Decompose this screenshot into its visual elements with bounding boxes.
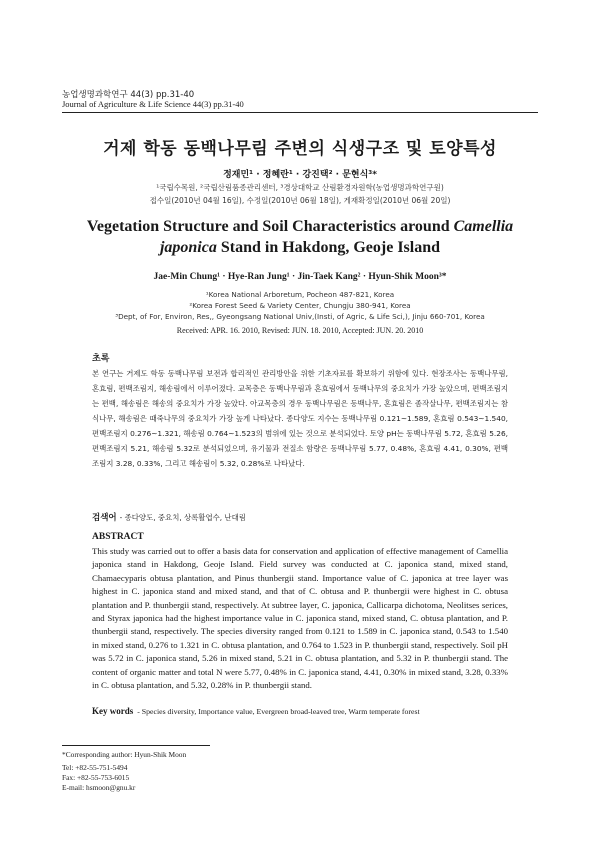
- keywords-korean: [92, 511, 246, 523]
- telephone: Tel: +82-55-751-5494: [62, 763, 128, 772]
- keywords-label-english: Key words: [92, 706, 134, 716]
- title-english: [62, 216, 538, 258]
- keywords-list-english: - Species diversity, Importance value, Evergreen broad-leaved tree, Warm temperate forest: [137, 707, 420, 716]
- footnote-rule: [62, 745, 210, 746]
- affiliation-3: ³Dept, of For, Environ, Res,, Gyeongsang National Univ,(Insti, of Agric, & Life Sci,), Jinju 660-701, Korea: [115, 312, 485, 321]
- keywords-english: [92, 706, 420, 716]
- journal-title-english: Journal of Agriculture & Life Science 44(3) pp.31-40: [62, 99, 244, 109]
- corresponding-author: *Corresponding author: Hyun-Shik Moon: [62, 750, 187, 759]
- abstract-heading-korean: 초록: [92, 354, 110, 364]
- header-rule: [62, 112, 538, 113]
- title-korean: 거제 학동 동백나무림 주변의 식생구조 및 토양특성: [103, 139, 497, 159]
- dates-english: Received: APR. 16. 2010, Revised: JUN. 18. 2010, Accepted: JUN. 20. 2010: [176, 326, 424, 335]
- abstract-english: This study was carried out to offer a basis data for conservation and application of effective management of Camellia japonica stand in Hakdong, Geoje Island. Field survey was conducted at C. japonica stand, mixed stand, Chamaecyparis obtusa plantation, and Pinus thunbergii stand. Importance value of C. japonica at tree layer was highest in C. japonica stand and mixed stand, and that of C. obtusa and P. thunbergii were highest in C. obtusa plantation and P. thunbergii stand, respectively. At subtree layer, C. japonica, Callicarpa dichotoma, Neolitses serices, and Styrax japonica had the highest importance value in C. japonica stand, mixed stand, C. obtusa plantation, and P. thunbergii stand, respectively. The species diversity ranged from 0.121 to 1.589 in C. japonica stand, 0.543 to 1.540 in mixed stand, 0.276 to 1.321 in C. obtusa plantation, and 0.764 to 1.523 in P. thunbergii stand, respectively. Soil pH was 5.72 in C. japonica stand, 5.26 in mixed stand, 5.21 in C. obtusa plantation, and 5.32 in P. thunbergii stand. The content of organic matter and total N were 5.77, 0.48% in C. japonica stand, 4.41, 0.30% in mixed stand, 3.28, 0.33% in C. obtusa plantation, and 5.32, 0.28% in P. thunbergii stand.: [92, 546, 508, 691]
- keywords-label-korean: 검색어: [92, 513, 117, 523]
- keywords-list-korean: - 종다양도, 중요치, 상록활엽수, 난대림: [119, 513, 246, 522]
- email: E-mail: hsmoon@gnu.kr: [62, 783, 136, 792]
- dates-korean: 접수일(2010년 04월 16일), 수정일(2010년 06월 18일), 게재확정일(2010년 06월 20일): [149, 196, 451, 205]
- journal-title-korean: 농업생명과학연구 44(3) pp.31-40: [62, 90, 195, 100]
- fax: Fax: +82-55-753-6015: [62, 773, 130, 782]
- title-english-plain: Vegetation Structure and Soil Characteristics around: [86, 218, 454, 235]
- affiliation-1: ¹Korea National Arboretum, Pocheon 487-821, Korea: [205, 290, 395, 299]
- abstract-korean: 본 연구는 거제도 학동 동백나무림 보전과 합리적인 관리방안을 위한 기초자료를 확보하기 위함에 있다. 현장조사는 동백나무림, 혼효림, 편백조림지, 해송림에서 이루어졌다. 교목층은 동백나무림과 혼효림에서 동백나무의 중요치가 가장 높았으며, 편백조림지는 편백, 해송림은 해송의 중요치가 가장 높았다. 아교목층의 경우 동백나무림은 동백나무, 혼효림은 좀작살나무, 편백조림지는 참식나무, 해송림은 때죽나무의 중요치가 가장 높게 나타났다. 종다양도 지수는 동백나무림 0.121~1.589, 혼효림 0.543~1.540, 편백조림지 0.276~1.321, 해송림 0.764~1.523의 범위에 있는 것으로 분석되었다. 토양 pH는 동백나무림 5.72, 혼효림 5.26, 편백조림지 5.21, 해송림 5.32로 분석되었으며, 유기물과 전질소 함량은 동백나무림 5.77, 0.48%, 혼효림 4.41, 0.30%, 편백조림지 3.28, 0.33%, 그리고 해송림이 5.32, 0.28%로 나타났다.: [92, 369, 508, 468]
- title-english-italic: Camellia japonica: [159, 218, 514, 256]
- affiliations-korean: ¹국립수목원, ²국립산림품종관리센터, ³경상대학교 산림환경자원학(농업생명과학연구원): [156, 183, 444, 192]
- authors-korean: 정재민¹ · 정혜란¹ · 강진택² · 문현식³*: [223, 170, 377, 180]
- authors-english: Jae-Min Chung¹ · Hye-Ran Jung¹ · Jin-Taek Kang² · Hyun-Shik Moon³*: [153, 272, 447, 282]
- affiliation-2: ²Korea Forest Seed & Variety Center, Chungju 380-941, Korea: [189, 301, 411, 310]
- abstract-heading-english: ABSTRACT: [92, 532, 144, 542]
- title-english-tail: Stand in Hakdong, Geoje Island: [216, 239, 441, 256]
